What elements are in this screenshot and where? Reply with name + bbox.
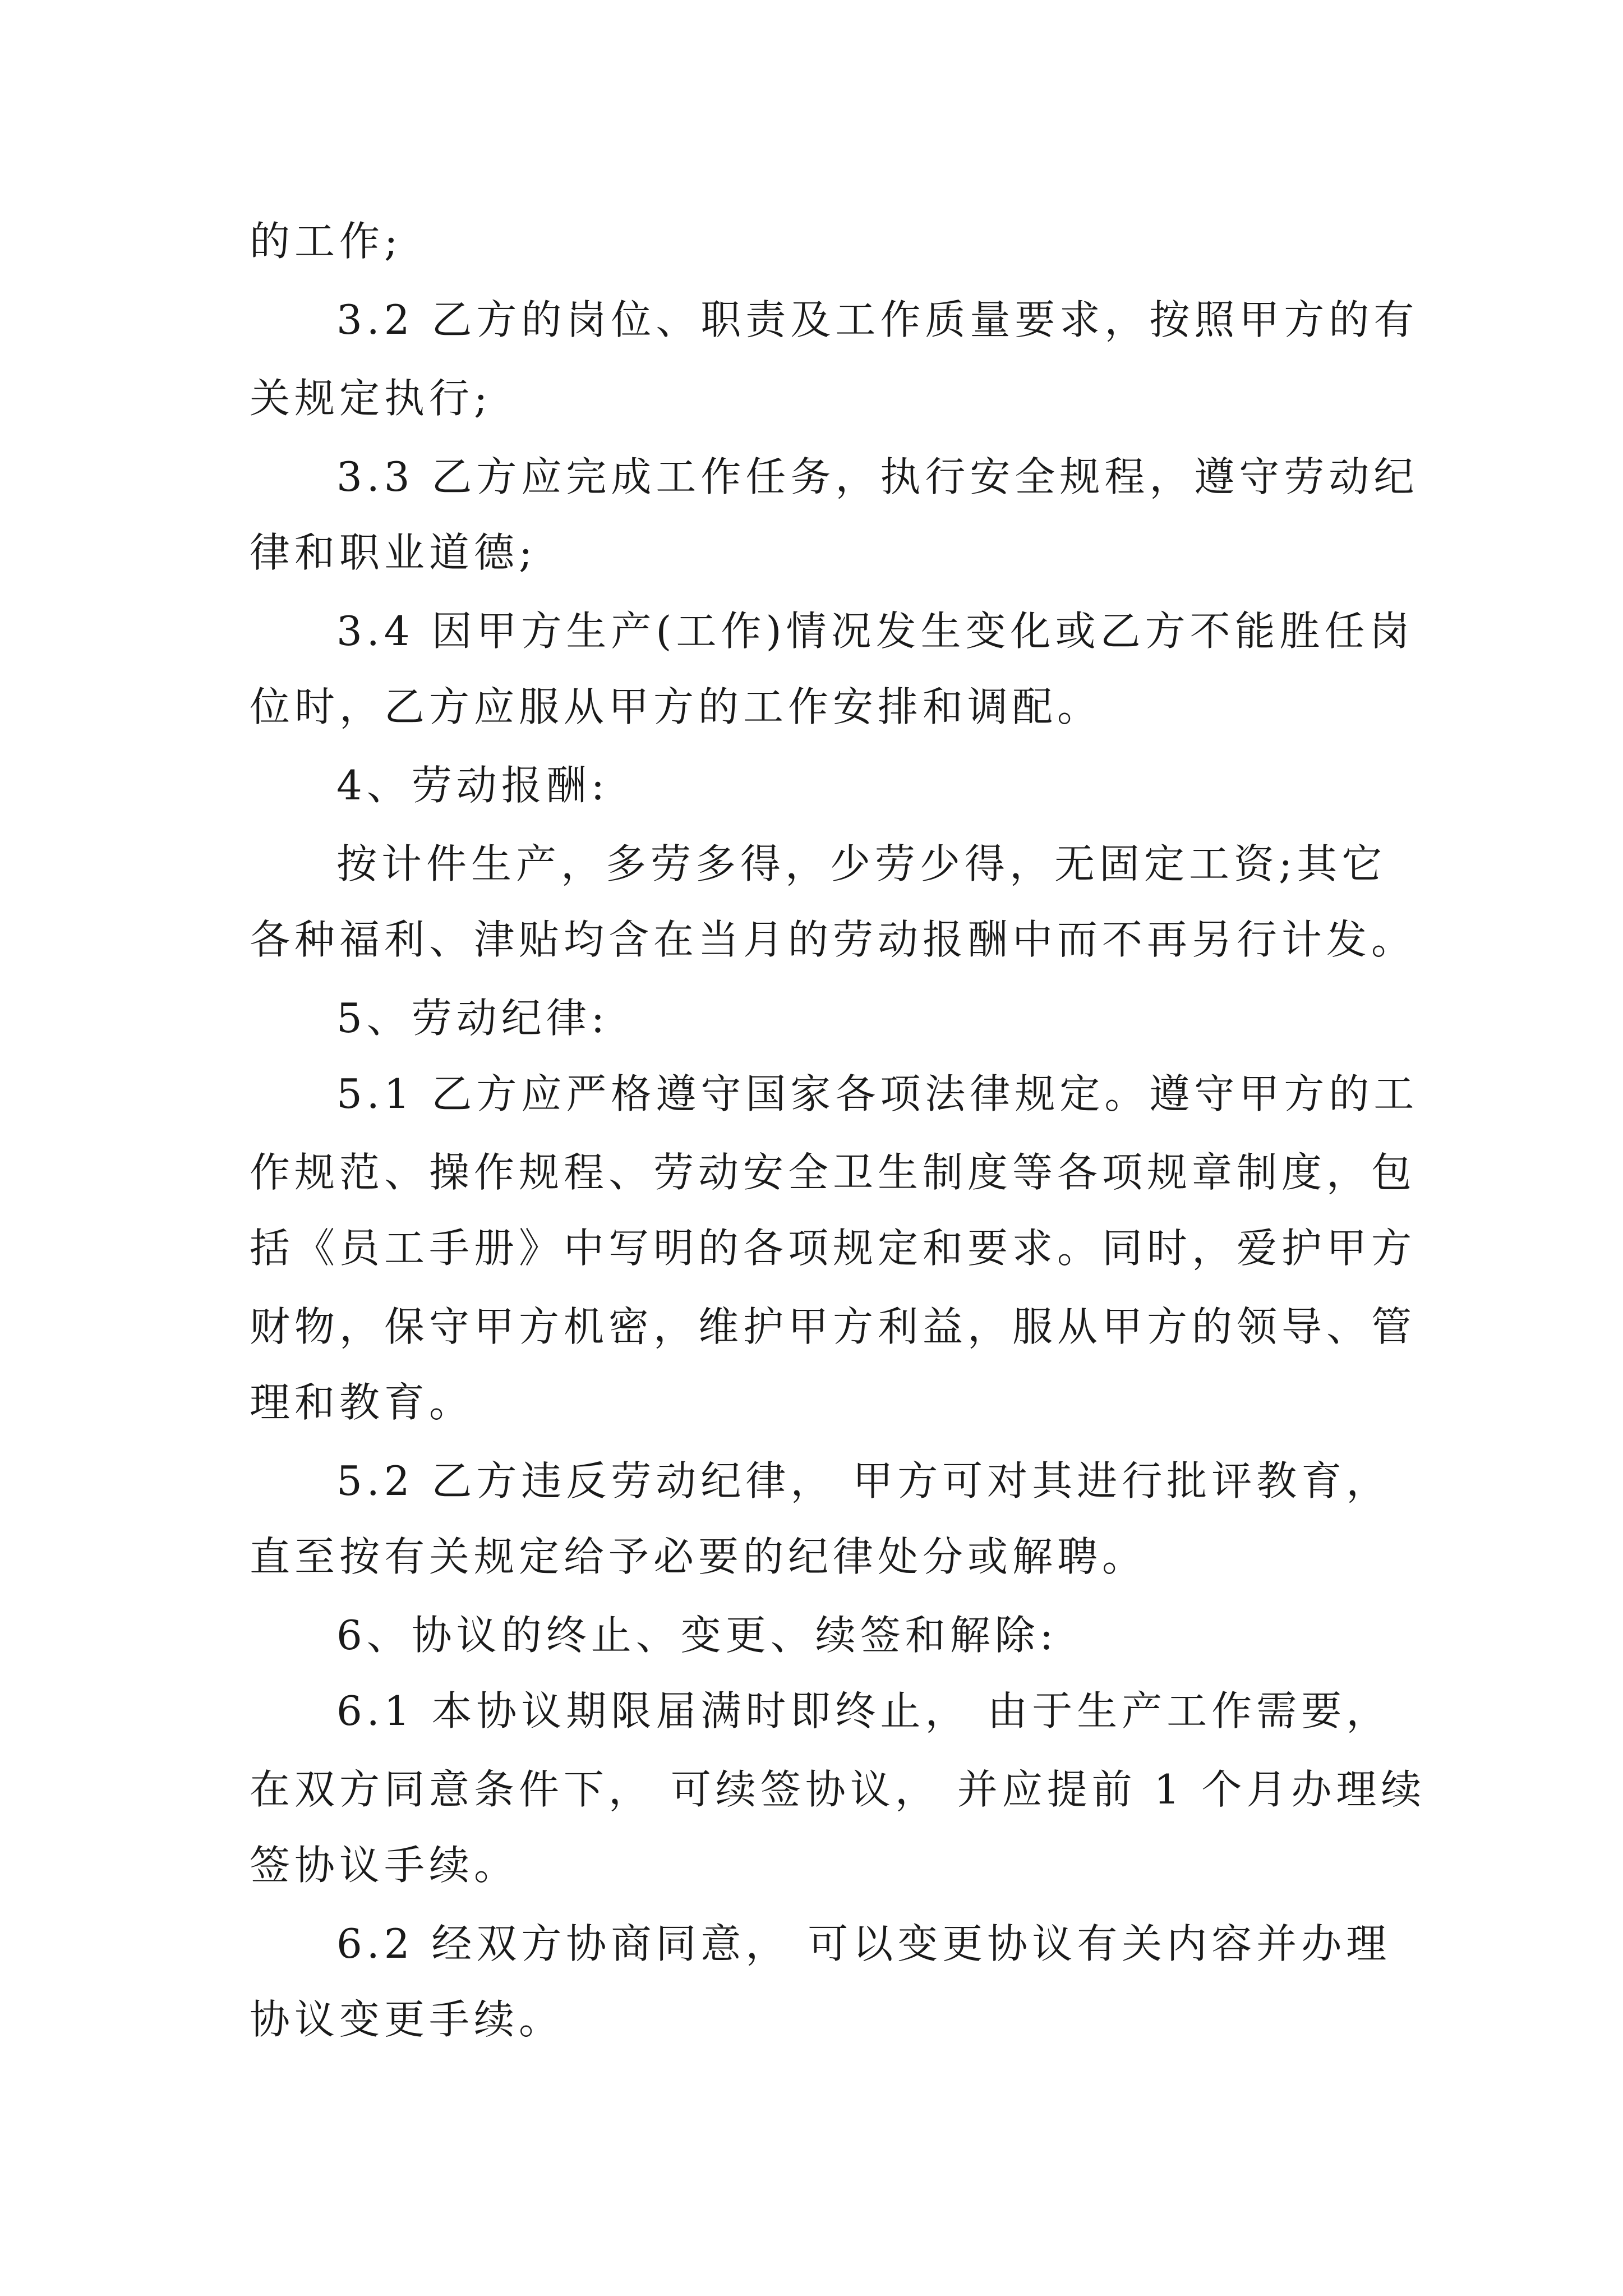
text-line: 直至按有关规定给予必要的纪律处分或解聘。 <box>250 1533 1147 1580</box>
text-line: 括《员工手册》中写明的各项规定和要求。同时，爱护甲方 <box>250 1225 1417 1272</box>
text-line: 4、劳动报酬: <box>336 762 610 809</box>
text-line: 协议变更手续。 <box>250 1996 564 2043</box>
text-line: 6.2 经双方协商同意， 可以变更协议有关内容并办理 <box>336 1920 1391 1967</box>
text-line: 签协议手续。 <box>250 1842 519 1889</box>
text-line: 3.3 乙方应完成工作任务，执行安全规程，遵守劳动纪 <box>336 453 1419 500</box>
text-line: 5.1 乙方应严格遵守国家各项法律规定。遵守甲方的工 <box>336 1070 1419 1117</box>
text-line: 6.1 本协议期限届满时即终止， 由于生产工作需要， <box>336 1687 1391 1734</box>
text-line: 位时，乙方应服从甲方的工作安排和调配。 <box>250 683 1103 730</box>
text-line: 财物，保守甲方机密，维护甲方利益，服从甲方的领导、管 <box>250 1303 1417 1350</box>
text-line: 6、协议的终止、变更、续签和解除: <box>336 1612 1058 1659</box>
text-line: 按计件生产，多劳多得，少劳少得，无固定工资;其它 <box>336 840 1387 887</box>
text-line: 关规定执行; <box>250 375 492 422</box>
text-line: 5.2 乙方违反劳动纪律， 甲方可对其进行批评教育， <box>336 1457 1391 1504</box>
text-line: 理和教育。 <box>250 1379 474 1426</box>
text-line: 律和职业道德; <box>250 529 537 576</box>
text-line: 作规范、操作规程、劳动安全卫生制度等各项规章制度，包 <box>250 1149 1417 1196</box>
text-line: 3.2 乙方的岗位、职责及工作质量要求，按照甲方的有 <box>336 296 1419 343</box>
text-line: 在双方同意条件下， 可续签协议， 并应提前 1 个月办理续 <box>250 1766 1426 1813</box>
text-line: 5、劳动纪律: <box>336 995 610 1042</box>
text-line: 的工作; <box>250 218 403 265</box>
text-line: 各种福利、津贴均含在当月的劳动报酬中而不再另行计发。 <box>250 916 1417 963</box>
text-line: 3.4 因甲方生产(工作)情况发生变化或乙方不能胜任岗 <box>336 608 1414 655</box>
